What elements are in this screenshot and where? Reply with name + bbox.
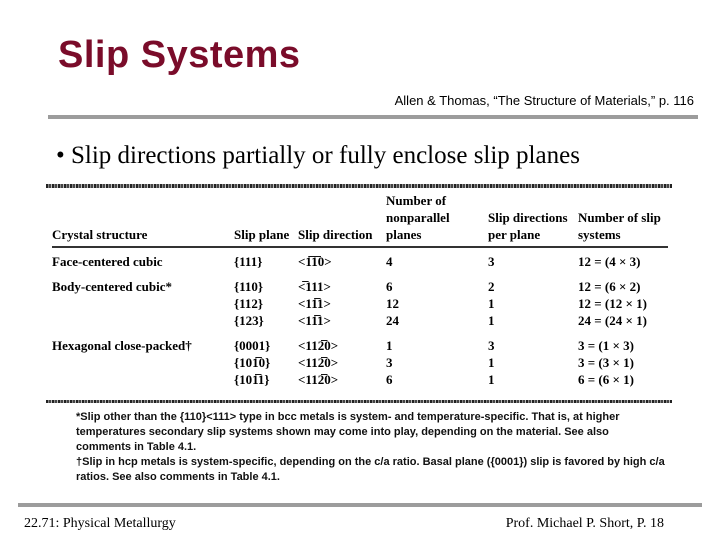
cell-systems: 3 = (3 × 1) [578,355,634,370]
footer-author-page: Prof. Michael P. Short, P. 18 [505,516,664,531]
table-row [52,312,668,329]
table-header-row [52,192,668,247]
cell-structure: Body-centered cubic* [52,279,172,294]
cell-plane: {111} [234,254,263,269]
table-row [52,354,668,371]
cell-plane: {112} [234,296,264,311]
cell-per-plane: 1 [488,296,495,311]
citation: Allen & Thomas, “The Structure of Materials,” p. 116 [394,93,694,108]
slip-systems-table [52,192,668,388]
cell-per-plane: 1 [488,313,495,328]
cell-systems: 12 = (6 × 2) [578,279,641,294]
cell-nonparallel: 6 [386,279,393,294]
cell-direction: <11̅1> [298,296,331,311]
cell-systems: 3 = (1 × 3) [578,338,634,353]
cell-structure [52,312,234,329]
bottom-divider [18,503,702,507]
cell-direction: <̅111> [298,279,331,294]
table-footnotes [76,410,666,485]
table-row [52,270,668,295]
cell-direction: <112̅0> [298,338,339,353]
header-slip-direction: Slip direction [298,192,386,247]
cell-plane: {110} [234,279,264,294]
cell-plane: {123} [234,313,264,328]
footnote-bcc: *Slip other than the {110}<111> type in bcc metals is system- and temperature-specific. That is, at higher temperatures secondary slip systems shown may come into play, depending on the material. See also comments in Table 4.1. [76,411,620,453]
cell-systems: 12 = (4 × 3) [578,254,641,269]
cell-per-plane: 1 [488,355,495,370]
cell-structure [52,295,234,312]
cell-systems: 24 = (24 × 1) [578,313,647,328]
top-divider [48,115,698,119]
cell-direction: <1̅1̅0> [298,254,332,269]
cell-nonparallel: 3 [386,355,393,370]
cell-systems: 12 = (12 × 1) [578,296,647,311]
cell-plane: {101̅1} [234,372,270,387]
cell-structure [52,371,234,388]
table-bottom-border [46,400,672,403]
cell-systems: 6 = (6 × 1) [578,372,634,387]
cell-nonparallel: 1 [386,338,393,353]
bullet-point: • Slip directions partially or fully enclose slip planes [56,142,580,169]
table-row [52,247,668,270]
cell-nonparallel: 24 [386,313,399,328]
cell-direction: <11̅1> [298,313,331,328]
cell-nonparallel: 12 [386,296,399,311]
table-row [52,329,668,354]
cell-direction: <112̅0> [298,355,339,370]
cell-per-plane: 3 [488,254,495,269]
header-slip-plane: Slip plane [234,192,298,247]
slide-title: Slip Systems [58,34,301,76]
cell-per-plane: 1 [488,372,495,387]
cell-plane: {101̅0} [234,355,271,370]
header-directions-per-plane: Slip directions per plane [488,192,578,247]
cell-nonparallel: 4 [386,254,393,269]
table-top-border [46,184,672,188]
cell-direction: <112̅0> [298,372,339,387]
cell-per-plane: 2 [488,279,495,294]
cell-nonparallel: 6 [386,372,393,387]
header-crystal-structure: Crystal structure [52,192,234,247]
footnote-hcp: †Slip in hcp metals is system-specific, depending on the c/a ratio. Basal plane ({0001}) slip is favored by high c/a ratios. See also comments in Table 4.1. [76,456,665,483]
cell-structure [52,354,234,371]
header-number-of-slip-systems: Number of slip systems [578,192,668,247]
cell-structure: Hexagonal close-packed† [52,338,192,353]
cell-per-plane: 3 [488,338,495,353]
footer-course: 22.71: Physical Metallurgy [24,516,176,531]
cell-plane: {0001} [234,338,271,353]
table-row [52,371,668,388]
cell-structure: Face-centered cubic [52,254,163,269]
table-row [52,295,668,312]
header-nonparallel-planes: Number of nonparallel planes [386,192,488,247]
